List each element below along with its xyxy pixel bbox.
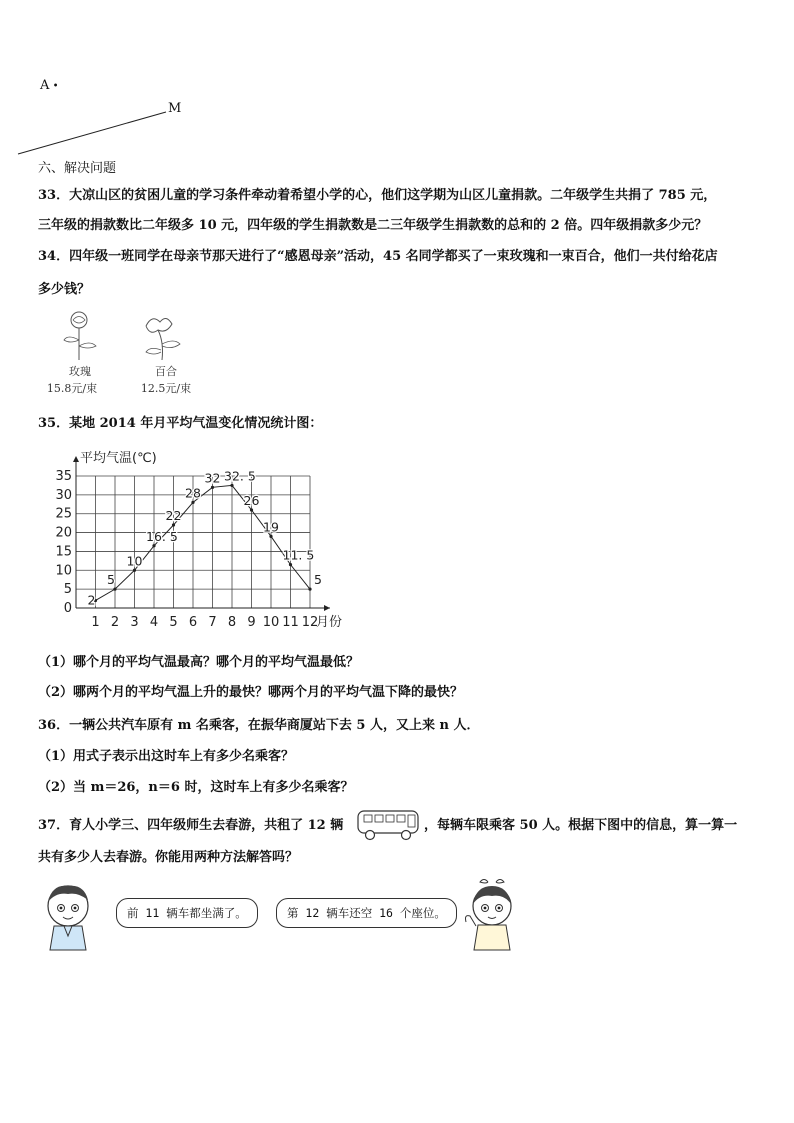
- point-a-label: A •: [40, 78, 59, 93]
- data-label: 5: [107, 572, 115, 588]
- y-tick-label: 35: [55, 469, 72, 484]
- data-point: [250, 508, 253, 511]
- x-tick-label: 12: [301, 615, 319, 630]
- q35-sub1: （1）哪个月的平均气温最高？哪个月的平均气温最低？: [38, 655, 360, 670]
- temperature-chart: [40, 446, 370, 642]
- y-tick-label: 0: [63, 601, 72, 616]
- data-label: 28: [185, 485, 201, 501]
- data-point: [269, 535, 272, 538]
- x-axis-label: 月份: [316, 615, 343, 630]
- q36-sub1: （1）用式子表示出这时车上有多少名乘客？: [38, 749, 295, 764]
- speech-bubble-right: 第 12 辆车还空 16 个座位。: [276, 898, 457, 928]
- x-tick-label: 2: [110, 615, 120, 630]
- speech-bubble-left: 前 11 辆车都坐满了。: [116, 898, 258, 928]
- series-line: [96, 485, 311, 600]
- data-point: [308, 588, 311, 591]
- data-label: 10: [126, 553, 143, 569]
- rose-name: 玫瑰: [69, 365, 91, 378]
- q35-line1: 35．某地 2014 年月平均气温变化情况统计图：: [38, 416, 323, 431]
- q35-sub2: （2）哪两个月的平均气温上升的最快？哪两个月的平均气温下降的最快？: [38, 685, 464, 700]
- data-point: [230, 484, 233, 487]
- q33-line1: 33．大凉山区的贫困儿童的学习条件牵动着希望小学的心，他们这学期为山区儿童捐款。二年级学生共捐了 785 元，: [38, 188, 717, 203]
- rose-price: 15.8元/束: [46, 382, 98, 395]
- data-label: 26: [243, 492, 260, 508]
- lily-price: 12.5元/束: [140, 382, 192, 395]
- x-tick-label: 10: [262, 615, 280, 630]
- data-point: [211, 486, 214, 489]
- rose-icon: [56, 310, 102, 362]
- x-axis-arrow: [324, 605, 330, 611]
- q36-sub2: （2）当 m＝26，n＝6 时，这时车上有多少名乘客？: [38, 780, 354, 795]
- x-tick-label: 5: [169, 615, 178, 630]
- q37-line1-part2: ，每辆车限乘客 50 人。根据下图中的信息，算一算一: [424, 818, 738, 833]
- data-label: 2: [87, 592, 96, 608]
- x-tick-label: 11: [282, 615, 299, 630]
- data-label: 32. 5: [224, 468, 256, 484]
- girl-avatar: [462, 878, 524, 952]
- x-tick-label: 1: [91, 615, 100, 630]
- q34-line1: 34．四年级一班同学在母亲节那天进行了“感恩母亲”活动，45 名同学都买了一束玫瑰和一束百合，他们一共付给花店: [38, 249, 718, 264]
- ray-line: [18, 112, 166, 154]
- q34-line2: 多少钱？: [38, 282, 91, 297]
- x-tick-label: 3: [130, 615, 139, 630]
- section-heading: 六、解决问题: [38, 161, 117, 176]
- y-axis-arrow: [73, 456, 79, 462]
- data-point: [289, 563, 292, 566]
- q36-line1: 36．一辆公共汽车原有 m 名乘客，在振华商厦站下去 5 人，又上来 n 人．: [38, 718, 480, 733]
- data-point: [191, 501, 194, 504]
- data-label: 16. 5: [146, 528, 178, 544]
- data-point: [152, 544, 155, 547]
- bus-icon: [354, 807, 424, 843]
- q37-line2: 共有多少人去春游。你能用两种方法解答吗？: [38, 850, 299, 865]
- data-label: 32: [204, 470, 221, 486]
- y-tick-label: 10: [55, 563, 72, 579]
- y-tick-label: 30: [55, 487, 72, 503]
- x-tick-label: 4: [149, 615, 159, 630]
- data-label: 5: [314, 572, 322, 588]
- x-tick-label: 6: [188, 615, 198, 630]
- x-tick-label: 7: [208, 615, 217, 630]
- lily-name: 百合: [155, 365, 177, 378]
- y-tick-label: 5: [63, 582, 72, 598]
- y-tick-label: 15: [55, 544, 72, 560]
- y-tick-label: 20: [55, 525, 72, 541]
- data-point: [113, 588, 116, 591]
- x-tick-label: 9: [247, 615, 256, 630]
- data-label: 22: [165, 508, 182, 524]
- x-tick-label: 8: [227, 615, 237, 630]
- point-m-label: M: [168, 101, 182, 116]
- data-label: 19: [263, 519, 279, 535]
- q37-line1-part1: 37．育人小学三、四年级师生去春游，共租了 12 辆: [38, 818, 344, 833]
- data-point: [172, 523, 175, 526]
- q33-line2: 三年级的捐款数比二年级多 10 元，四年级的学生捐款数是二三年级学生捐款数的总和的 2 倍。四年级捐款多少元？: [38, 218, 708, 233]
- data-point: [133, 569, 136, 572]
- boy-avatar: [38, 880, 100, 952]
- lily-icon: [136, 312, 188, 362]
- y-tick-label: 25: [55, 506, 72, 522]
- data-label: 11. 5: [282, 547, 315, 563]
- chart-title: 平均气温(℃): [80, 451, 157, 466]
